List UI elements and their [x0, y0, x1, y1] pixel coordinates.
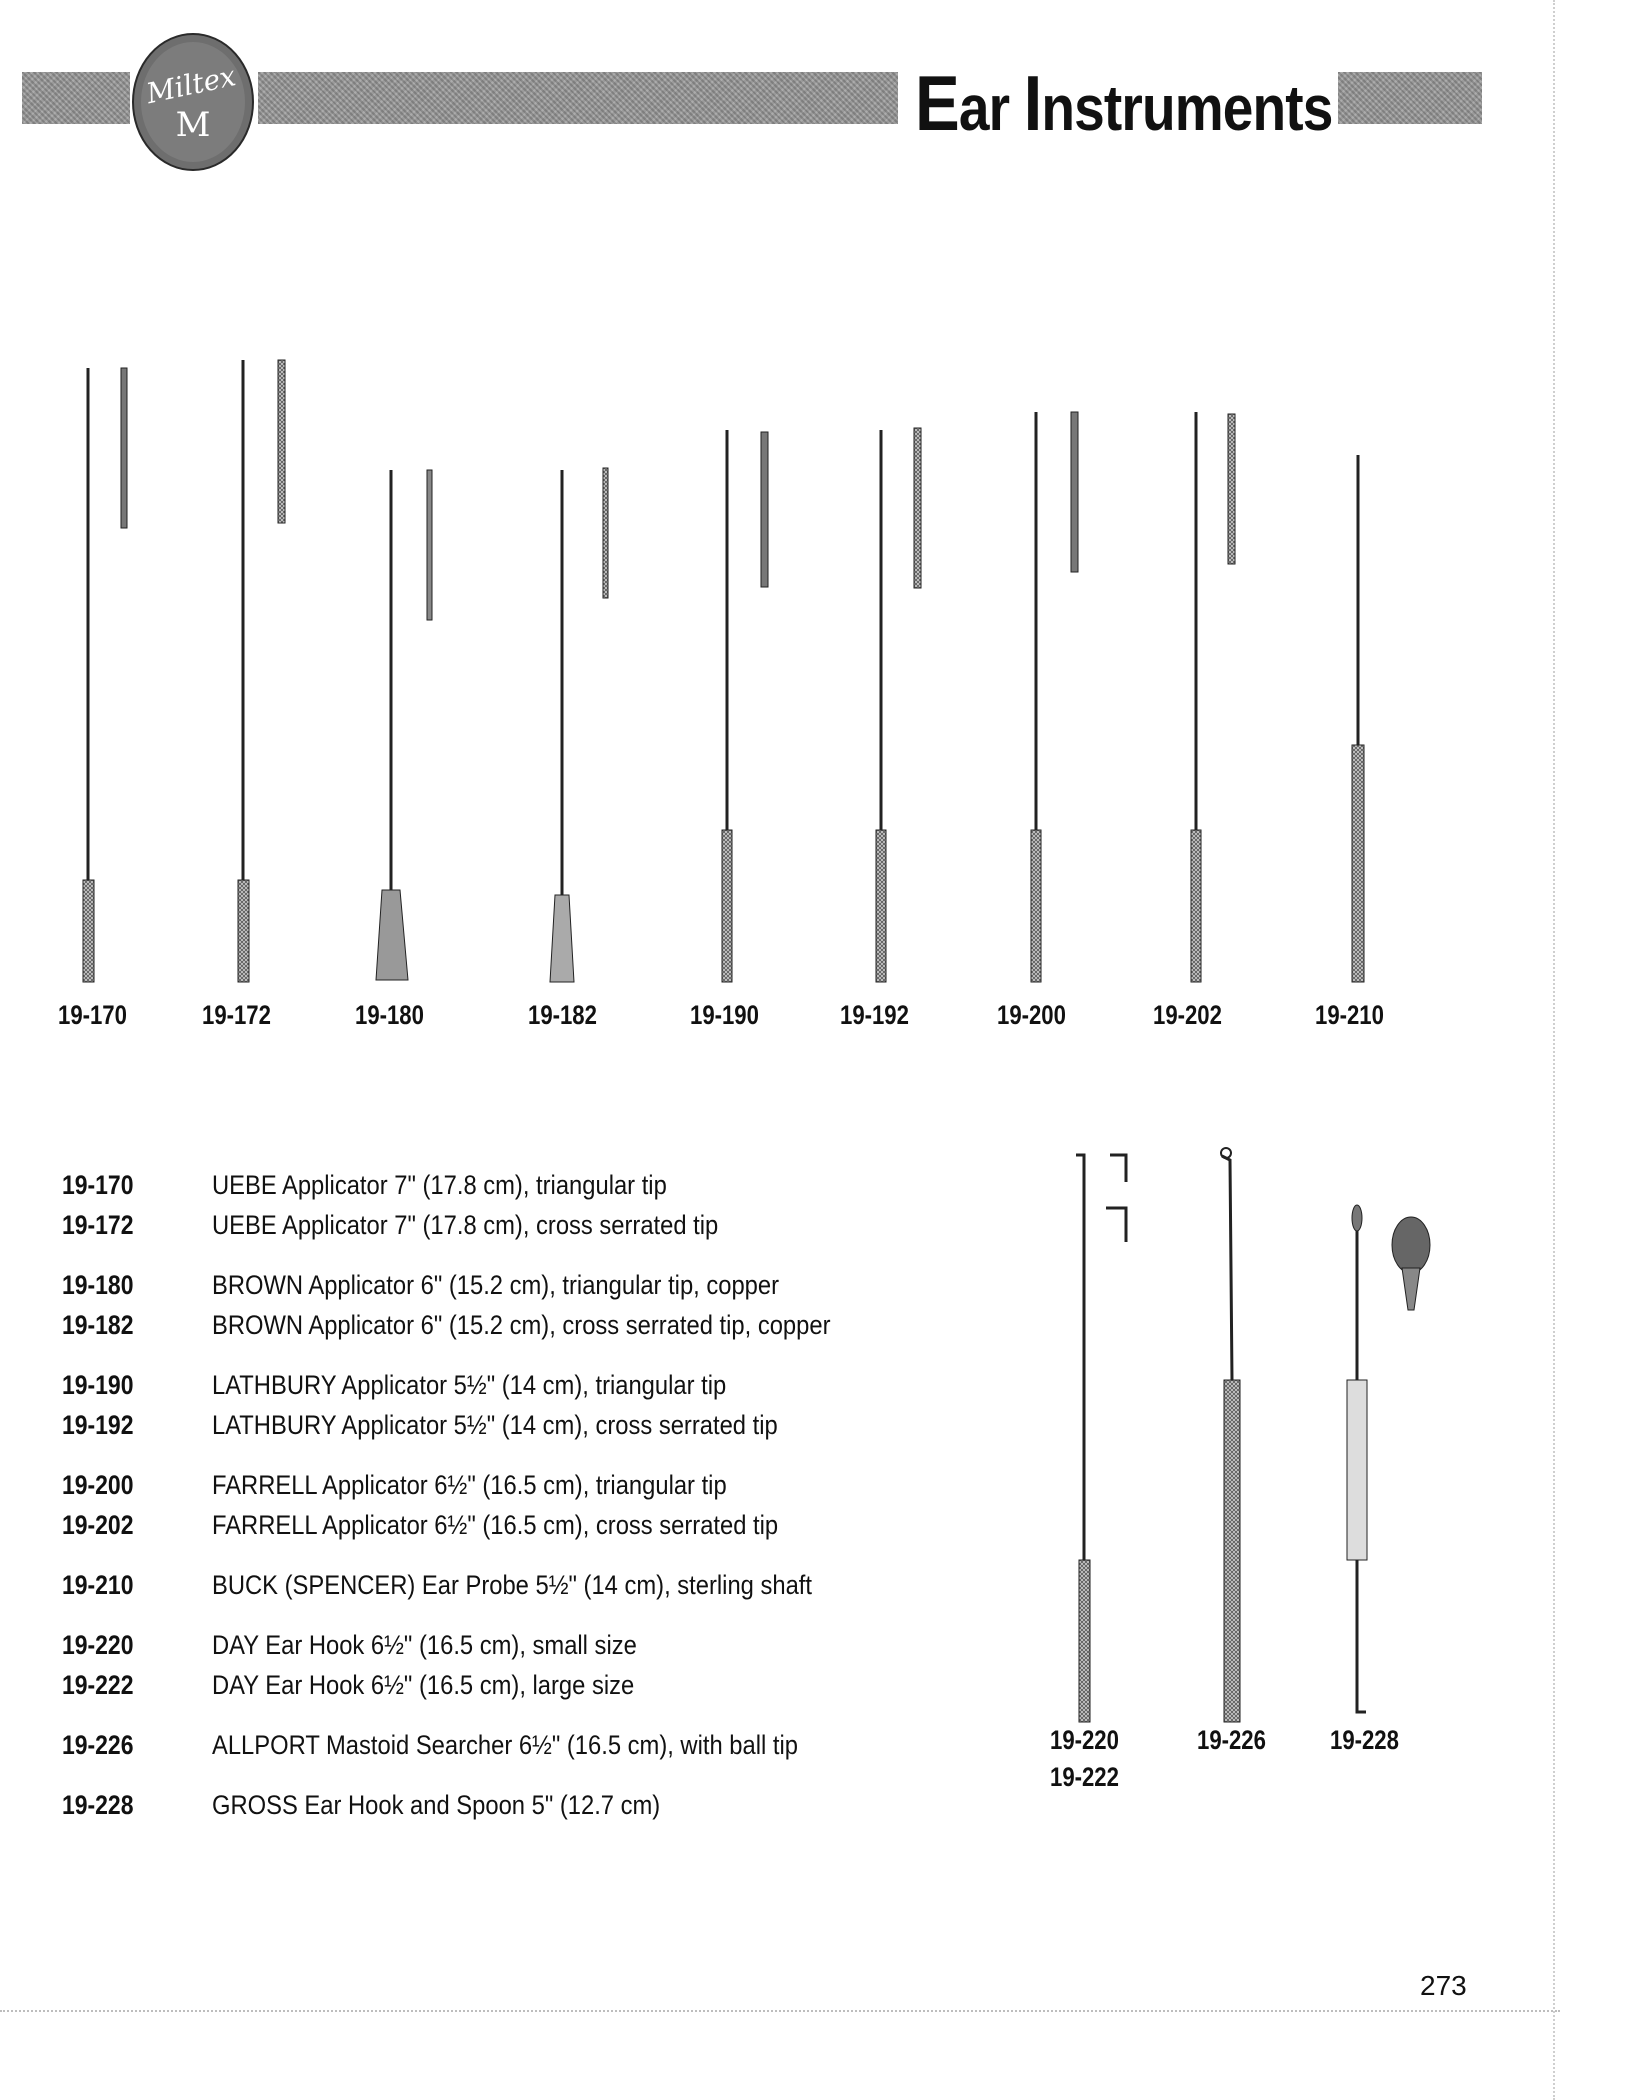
instrument-label: 19-200 [997, 1000, 1066, 1030]
instrument-label: 19-202 [1153, 1000, 1222, 1030]
instrument-19-180 [376, 470, 432, 980]
product-description: DAY Ear Hook 6½" (16.5 cm), large size [212, 1670, 635, 1700]
product-description: UEBE Applicator 7" (17.8 cm), cross serrated tip [212, 1210, 719, 1240]
product-code: 19-220 [62, 1630, 134, 1660]
logo-script-text: Miltex [143, 59, 239, 111]
product-code: 19-182 [62, 1310, 134, 1340]
product-description: GROSS Ear Hook and Spoon 5" (12.7 cm) [212, 1790, 661, 1820]
hook-label-19-228: 19-228 [1330, 1725, 1399, 1755]
instrument-19-170 [83, 368, 127, 982]
product-description: BROWN Applicator 6" (15.2 cm), triangular tip, copper [212, 1270, 780, 1300]
product-code: 19-202 [62, 1510, 134, 1540]
product-description: LATHBURY Applicator 5½" (14 cm), triangular tip [212, 1370, 727, 1400]
instrument-label: 19-192 [840, 1000, 909, 1030]
product-description: BUCK (SPENCER) Ear Probe 5½" (14 cm), sterling shaft [212, 1570, 812, 1600]
title-cap-i: I [1023, 59, 1042, 147]
instrument-label: 19-170 [58, 1000, 127, 1030]
instrument-19-192 [876, 428, 921, 982]
hook-label-19-226: 19-226 [1197, 1725, 1266, 1755]
instrument-19-228 [1347, 1205, 1430, 1712]
instrument-label: 19-172 [202, 1000, 271, 1030]
page-number: 273 [1420, 1970, 1467, 2001]
instrument-19-226 [1221, 1148, 1240, 1722]
instrument-19-202 [1191, 412, 1235, 982]
product-code: 19-180 [62, 1270, 134, 1300]
product-code: 19-190 [62, 1370, 134, 1400]
instrument-19-182 [550, 468, 608, 982]
product-description: FARRELL Applicator 6½" (16.5 cm), cross serrated tip [212, 1510, 779, 1540]
instrument-label: 19-210 [1315, 1000, 1384, 1030]
instrument-19-200 [1031, 412, 1078, 982]
instrument-19-210 [1352, 455, 1364, 982]
product-code: 19-192 [62, 1410, 134, 1440]
hook-label-19-220: 19-220 [1050, 1725, 1119, 1755]
product-description: UEBE Applicator 7" (17.8 cm), triangular tip [212, 1170, 667, 1200]
instrument-label: 19-180 [355, 1000, 424, 1030]
product-description: ALLPORT Mastoid Searcher 6½" (16.5 cm), with ball tip [212, 1730, 798, 1760]
product-code: 19-172 [62, 1210, 134, 1240]
product-description: DAY Ear Hook 6½" (16.5 cm), small size [212, 1630, 637, 1660]
instrument-19-220-222 [1076, 1155, 1126, 1722]
product-description: BROWN Applicator 6" (15.2 cm), cross serrated tip, copper [212, 1310, 831, 1340]
instrument-19-172 [238, 360, 285, 982]
product-code: 19-222 [62, 1670, 134, 1700]
logo-monogram: M [175, 105, 211, 145]
right-edge-divider [1553, 0, 1555, 2100]
instrument-label: 19-190 [690, 1000, 759, 1030]
product-code: 19-226 [62, 1730, 134, 1760]
instrument-19-190 [722, 430, 768, 982]
title-cap-e: E [915, 59, 959, 147]
product-description: FARRELL Applicator 6½" (16.5 cm), triangular tip [212, 1470, 727, 1500]
hook-label-19-222: 19-222 [1050, 1762, 1119, 1792]
instrument-label: 19-182 [528, 1000, 597, 1030]
product-code: 19-200 [62, 1470, 134, 1500]
product-code: 19-170 [62, 1170, 134, 1200]
title-part-ar: ar [958, 72, 1024, 144]
bottom-divider [0, 2010, 1560, 2012]
product-description: LATHBURY Applicator 5½" (14 cm), cross serrated tip [212, 1410, 778, 1440]
product-code: 19-228 [62, 1790, 134, 1820]
title-part-nstruments: nstruments [1041, 72, 1333, 144]
product-code: 19-210 [62, 1570, 134, 1600]
